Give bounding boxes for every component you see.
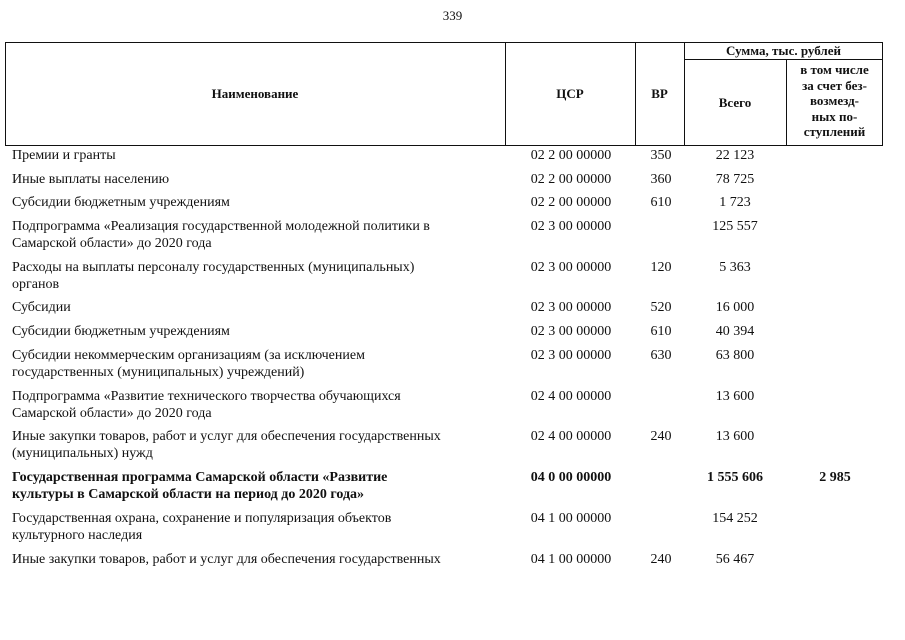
row-csr: 02 2 00 00000 (530, 195, 612, 210)
row-total: 154 252 (712, 511, 758, 526)
row-csr: 02 3 00 00000 (530, 300, 612, 315)
row-name: Субсидии бюджетным учреждениям (12, 195, 230, 210)
row-csr: 02 3 00 00000 (530, 324, 612, 339)
header-grants (787, 62, 882, 140)
row-name: Субсидии некоммерческим организациям (за исключением государственных (муниципальных) учреждений) (12, 348, 365, 380)
header-grants-line: ступлений (803, 124, 866, 139)
row-name: Расходы на выплаты персоналу государственных (муниципальных) органов (12, 260, 415, 292)
row-csr: 02 3 00 00000 (530, 348, 612, 363)
table-header (5, 42, 883, 146)
header-vr: ВР (651, 86, 668, 101)
row-total: 1 723 (719, 195, 751, 210)
row-csr: 04 0 00 00000 (530, 470, 612, 485)
row-name: Иные выплаты населению (12, 172, 170, 187)
row-csr: 04 1 00 00000 (530, 552, 612, 567)
row-total: 13 600 (715, 389, 755, 404)
row-total: 56 467 (715, 552, 755, 567)
row-csr: 02 4 00 00000 (530, 429, 612, 444)
row-vr: 520 (650, 300, 672, 315)
header-csr: ЦСР (556, 86, 584, 101)
header-total: Всего (718, 95, 752, 110)
row-total: 5 363 (719, 260, 751, 275)
row-grants: 2 985 (819, 470, 851, 485)
row-total: 78 725 (715, 172, 755, 187)
row-total: 40 394 (715, 324, 755, 339)
row-total: 63 800 (715, 348, 755, 363)
row-vr: 240 (650, 429, 672, 444)
header-grants-line: возмезд- (810, 93, 859, 108)
row-name: Иные закупки товаров, работ и услуг для обеспечения государственных (12, 552, 441, 567)
row-name: Подпрограмма «Реализация государственной молодежной политики в Самарской области» до 2020 года (12, 219, 430, 251)
header-sum-group: Сумма, тыс. рублей (726, 42, 841, 58)
row-vr: 240 (650, 552, 672, 567)
row-csr: 04 1 00 00000 (530, 511, 612, 526)
row-name: Государственная программа Самарской области «Развитие культуры в Самарской области на период до 2020 года» (12, 470, 388, 502)
page-number: 339 (442, 8, 463, 23)
row-total: 22 123 (715, 148, 755, 163)
row-name: Премии и гранты (12, 148, 116, 163)
row-csr: 02 4 00 00000 (530, 389, 612, 404)
row-vr: 350 (650, 148, 672, 163)
row-name: Субсидии (12, 300, 71, 315)
row-csr: 02 2 00 00000 (530, 148, 612, 163)
row-total: 16 000 (715, 300, 755, 315)
row-name: Подпрограмма «Развитие технического творчества обучающихся Самарской области» до 2020 года (12, 389, 401, 421)
row-total: 125 557 (712, 219, 758, 234)
header-name: Наименование (211, 86, 299, 101)
row-vr: 630 (650, 348, 672, 363)
header-grants-line: ных по- (811, 108, 858, 124)
row-total: 1 555 606 (707, 470, 763, 485)
row-vr: 120 (650, 260, 672, 275)
row-name: Иные закупки товаров, работ и услуг для обеспечения государственных (муниципальных) нужд (12, 429, 441, 461)
row-name: Государственная охрана, сохранение и популяризация объектов культурного наследия (12, 511, 392, 543)
row-total: 13 600 (715, 429, 755, 444)
row-vr: 610 (650, 195, 672, 210)
header-grants-line: в том числе (800, 62, 869, 77)
row-vr: 360 (650, 172, 672, 187)
row-csr: 02 3 00 00000 (530, 260, 612, 275)
header-grants-line: за счет без- (802, 77, 867, 93)
row-name: Субсидии бюджетным учреждениям (12, 324, 230, 339)
row-vr: 610 (650, 324, 672, 339)
row-csr: 02 2 00 00000 (530, 172, 612, 187)
row-csr: 02 3 00 00000 (530, 219, 612, 234)
